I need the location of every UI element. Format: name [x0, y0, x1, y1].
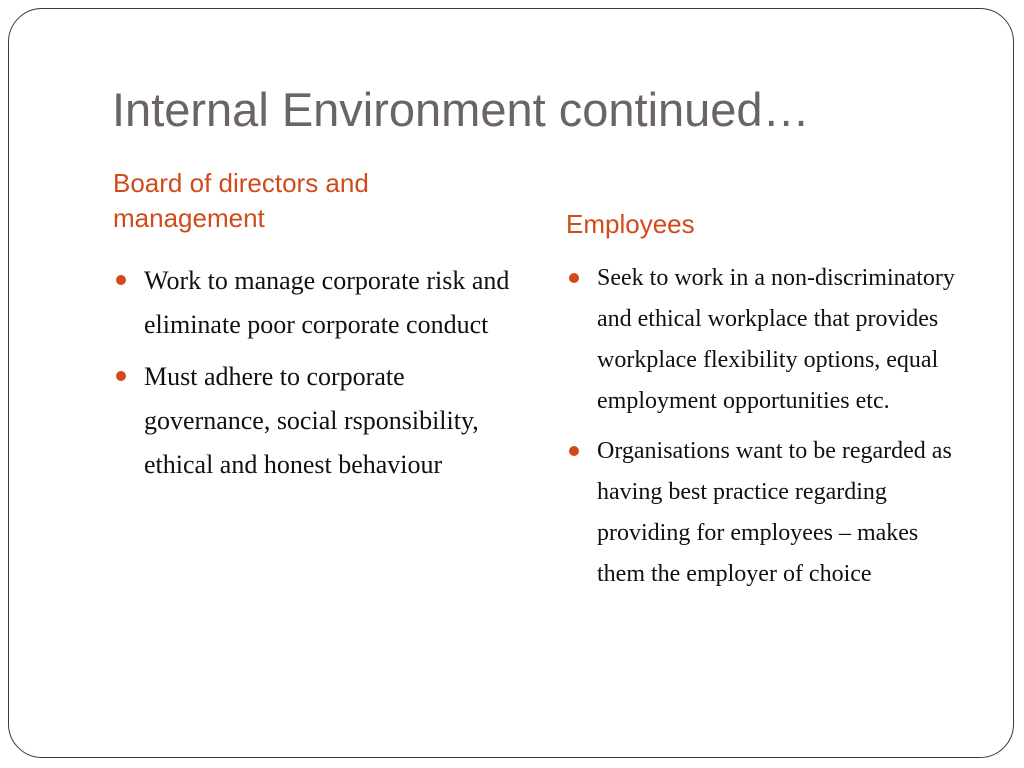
bullet-dot-icon [569, 446, 579, 456]
left-column-heading: Board of directors and management [113, 168, 369, 233]
right-bullet-item-2 [566, 431, 966, 595]
right-bullet-text-2: Organisations want to be regarded as having best practice regarding providing for employees – makes them the employer of choice [597, 438, 952, 587]
bullet-dot-icon [116, 371, 126, 381]
bullet-dot-icon [116, 275, 126, 285]
left-bullet-text-2: Must adhere to corporate governance, social rsponsibility, ethical and honest behaviour [144, 362, 479, 479]
bullet-dot-icon [569, 273, 579, 283]
right-bullet-list [566, 258, 966, 604]
left-bullet-item-2 [113, 355, 513, 487]
left-bullet-item-1 [113, 259, 513, 347]
left-bullet-list [113, 259, 513, 495]
right-column-heading: Employees [566, 209, 695, 239]
right-bullet-text-1: Seek to work in a non-discriminatory and ethical workplace that provides workplace flexibility options, equal employment opportunities etc. [597, 265, 955, 414]
slide-title: Internal Environment continued… [112, 83, 810, 136]
left-bullet-text-1: Work to manage corporate risk and eliminate poor corporate conduct [144, 266, 510, 339]
right-bullet-item-1 [566, 258, 966, 422]
